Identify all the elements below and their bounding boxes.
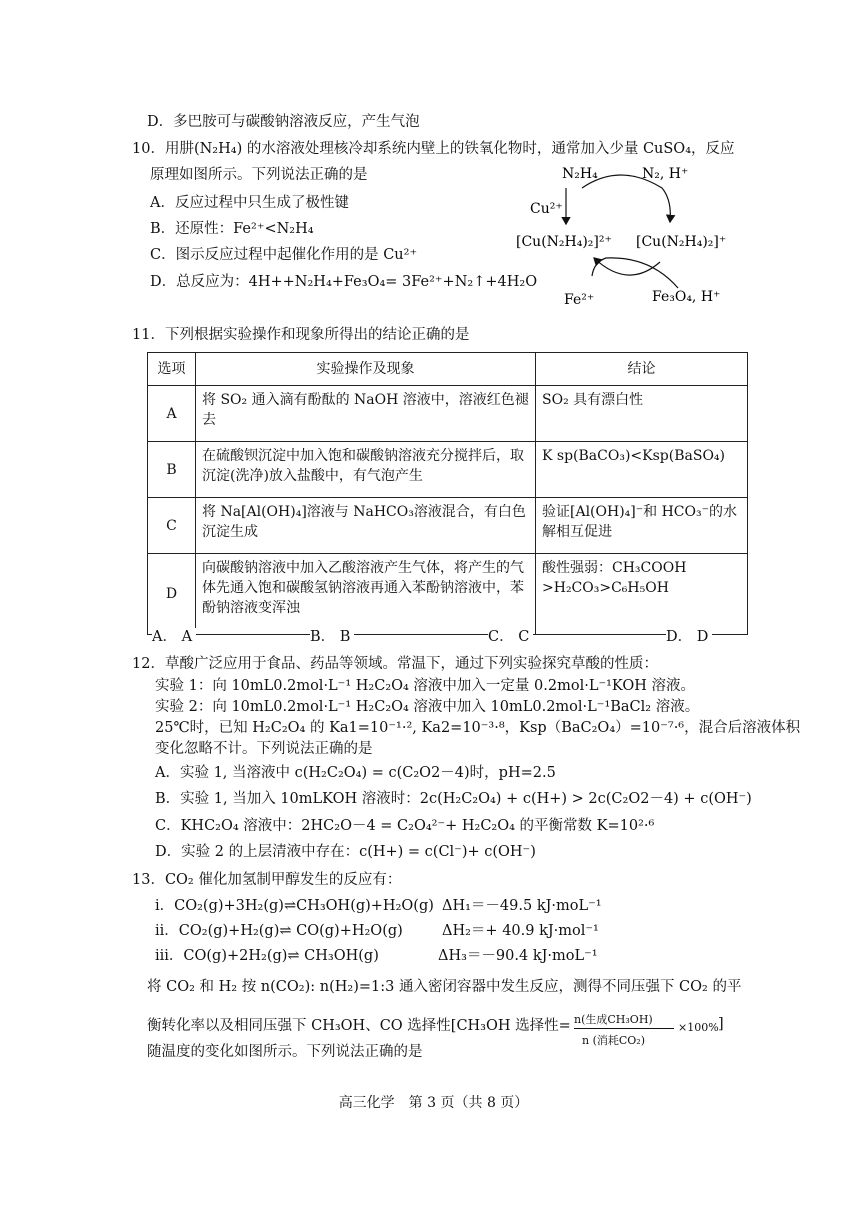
q13-reaction-1: i．CO₂(g)+3H₂(g)⇌CH₃OH(g)+H₂O(g) (155, 898, 434, 914)
q11-choice-d: D． D (666, 628, 712, 646)
q12-option-b: B．实验 1, 当加入 10mLKOH 溶液时：2c(H₂C₂O₄) + c(H+) > 2c(C₂O2－4) + c(OH⁻) (155, 791, 752, 807)
q10-stem-1: 10．用肼(N₂H₄) 的水溶液处理核冷却系统内壁上的铁氧化物时，通常加入少量 CuSO₄，反应 (132, 141, 735, 157)
arrow-bottom-curve (592, 258, 678, 288)
q10-option-a: A．反应过程中只生成了极性键 (150, 195, 349, 211)
q10-option-d: D．总反应为：4H++N₂H₄+Fe₃O₄= 3Fe²⁺+N₂↑+4H₂O (150, 274, 538, 290)
diagram-n2h4: N₂H₄ (562, 166, 598, 182)
q12-stem: 12．草酸广泛应用于食品、药品等领域。常温下，通过下列实验探究草酸的性质： (132, 656, 658, 672)
q13-paragraph-1: 将 CO₂ 和 H₂ 按 n(CO₂): n(H₂)=1:3 通入密闭容器中发生反应，测得不同压强下 CO₂ 的平 (147, 979, 742, 995)
row-c-operation: 将 Na[Al(OH)₄]溶液与 NaHCO₃溶液混合，有白色沉淀生成 (196, 498, 536, 554)
row-a-conclusion: SO₂ 具有漂白性 (536, 386, 748, 442)
q13-paragraph-3: 随温度的变化如图所示。下列说法正确的是 (147, 1044, 423, 1060)
q11-choice-a: A． A (152, 628, 196, 646)
q11-stem: 11．下列根据实验操作和现象所得出的结论正确的是 (132, 327, 470, 343)
row-d-option: D (148, 554, 196, 635)
fraction-denominator: n (消耗CO₂) (582, 1034, 646, 1047)
header-conclusion: 结论 (536, 353, 748, 386)
fraction-numerator: n(生成CH₃OH) (574, 1013, 653, 1026)
fraction-bar (574, 1028, 674, 1029)
q13-reaction-3: iii．CO(g)+2H₂(g)⇌ CH₃OH(g) (155, 948, 379, 964)
q12-cond1: 25℃时，已知 H₂C₂O₄ 的 Ka1=10⁻¹·², Ka2=10⁻³·⁸，Ksp（BaC₂O₄）=10⁻⁷·⁶，混合后溶液体积 (155, 720, 801, 736)
row-b-conclusion: K sp(BaCO₃)<Ksp(BaSO₄) (536, 442, 748, 498)
table-row (148, 386, 748, 442)
q13-paragraph-2: 衡转化率以及相同压强下 CH₃OH、CO 选择性[CH₃OH 选择性= (147, 1018, 571, 1034)
q10-reaction-diagram (510, 158, 750, 316)
diagram-fe3o4: Fe₃O₄, H⁺ (652, 289, 721, 305)
q13-reaction-2: ii．CO₂(g)+H₂(g)⇌ CO(g)+H₂O(g) (155, 923, 403, 939)
diagram-complex-left: [Cu(N₂H₄)₂]²⁺ (516, 234, 612, 250)
header-operation: 实验操作及现象 (196, 353, 536, 386)
diagram-n2-h: N₂, H⁺ (642, 166, 689, 182)
q11-choice-c: C． C (488, 628, 533, 646)
table-row (148, 554, 748, 635)
header-option: 选项 (148, 353, 196, 386)
table-row (148, 442, 748, 498)
arrow-top-curve (582, 175, 670, 222)
table-header-row (148, 353, 748, 386)
q13-enthalpy-3: ΔH₃＝－90.4 kJ·moL⁻¹ (438, 948, 598, 964)
q12-exp1: 实验 1：向 10mL0.2mol·L⁻¹ H₂C₂O₄ 溶液中加入一定量 0.2mol·L⁻¹KOH 溶液。 (155, 678, 696, 694)
row-a-option: A (148, 386, 196, 442)
diagram-fe2: Fe²⁺ (564, 292, 595, 308)
q13-bracket-close: ] (718, 1016, 724, 1032)
diagram-complex-right: [Cu(N₂H₄)₂]⁺ (636, 234, 727, 250)
q13-enthalpy-1: ΔH₁＝－49.5 kJ·moL⁻¹ (442, 898, 602, 914)
q11-choice-b: B． B (310, 628, 354, 646)
table-row (148, 498, 748, 554)
q12-exp2: 实验 2：向 10mL0.2mol·L⁻¹ H₂C₂O₄ 溶液中加入 10mL0.2mol·L⁻¹BaCl₂ 溶液。 (155, 699, 700, 715)
row-d-operation: 向碳酸钠溶液中加入乙酸溶液产生气体，将产生的气体先通入饱和碳酸氢钠溶液再通入苯酚钠溶液中，苯酚钠溶液变浑浊 (196, 554, 536, 635)
row-a-operation: 将 SO₂ 通入滴有酚酞的 NaOH 溶液中，溶液红色褪去 (196, 386, 536, 442)
q10-option-c: C．图示反应过程中起催化作用的是 Cu²⁺ (150, 247, 418, 263)
fraction-multiplier: ×100% (678, 1021, 719, 1034)
q9-option-d: D．多巴胺可与碳酸钠溶液反应，产生气泡 (147, 114, 420, 130)
q10-option-b: B．还原性：Fe²⁺<N₂H₄ (150, 221, 314, 237)
q12-option-c: C．KHC₂O₄ 溶液中：2HC₂O－4 = C₂O₄²⁻+ H₂C₂O₄ 的平衡常数 K=10²·⁶ (155, 818, 655, 834)
q11-table (147, 352, 748, 635)
q13-stem: 13．CO₂ 催化加氢制甲醇发生的反应有： (132, 872, 402, 888)
q12-cond2: 变化忽略不计。下列说法正确的是 (155, 741, 373, 757)
row-b-operation: 在硫酸钡沉淀中加入饱和碳酸钠溶液充分搅拌后，取沉淀(洗净)放入盐酸中，有气泡产生 (196, 442, 536, 498)
diagram-cu: Cu²⁺ (530, 201, 563, 217)
q13-enthalpy-2: ΔH₂＝+ 40.9 kJ·mol⁻¹ (442, 923, 599, 939)
q12-option-a: A．实验 1, 当溶液中 c(H₂C₂O₄) = c(C₂O2－4)时，pH=2.5 (155, 765, 556, 781)
row-c-conclusion: 验证[Al(OH)₄]⁻和 HCO₃⁻的水解相互促进 (536, 498, 748, 554)
page-footer: 高三化学 第 3 页（共 8 页） (338, 1095, 529, 1111)
row-d-conclusion: 酸性强弱：CH₃COOH >H₂CO₃>C₆H₅OH (536, 554, 748, 635)
row-c-option: C (148, 498, 196, 554)
q12-option-d: D．实验 2 的上层清液中存在：c(H+) = c(Cl⁻)+ c(OH⁻) (155, 844, 536, 860)
q10-stem-2: 原理如图所示。下列说法正确的是 (150, 167, 368, 183)
row-b-option: B (148, 442, 196, 498)
